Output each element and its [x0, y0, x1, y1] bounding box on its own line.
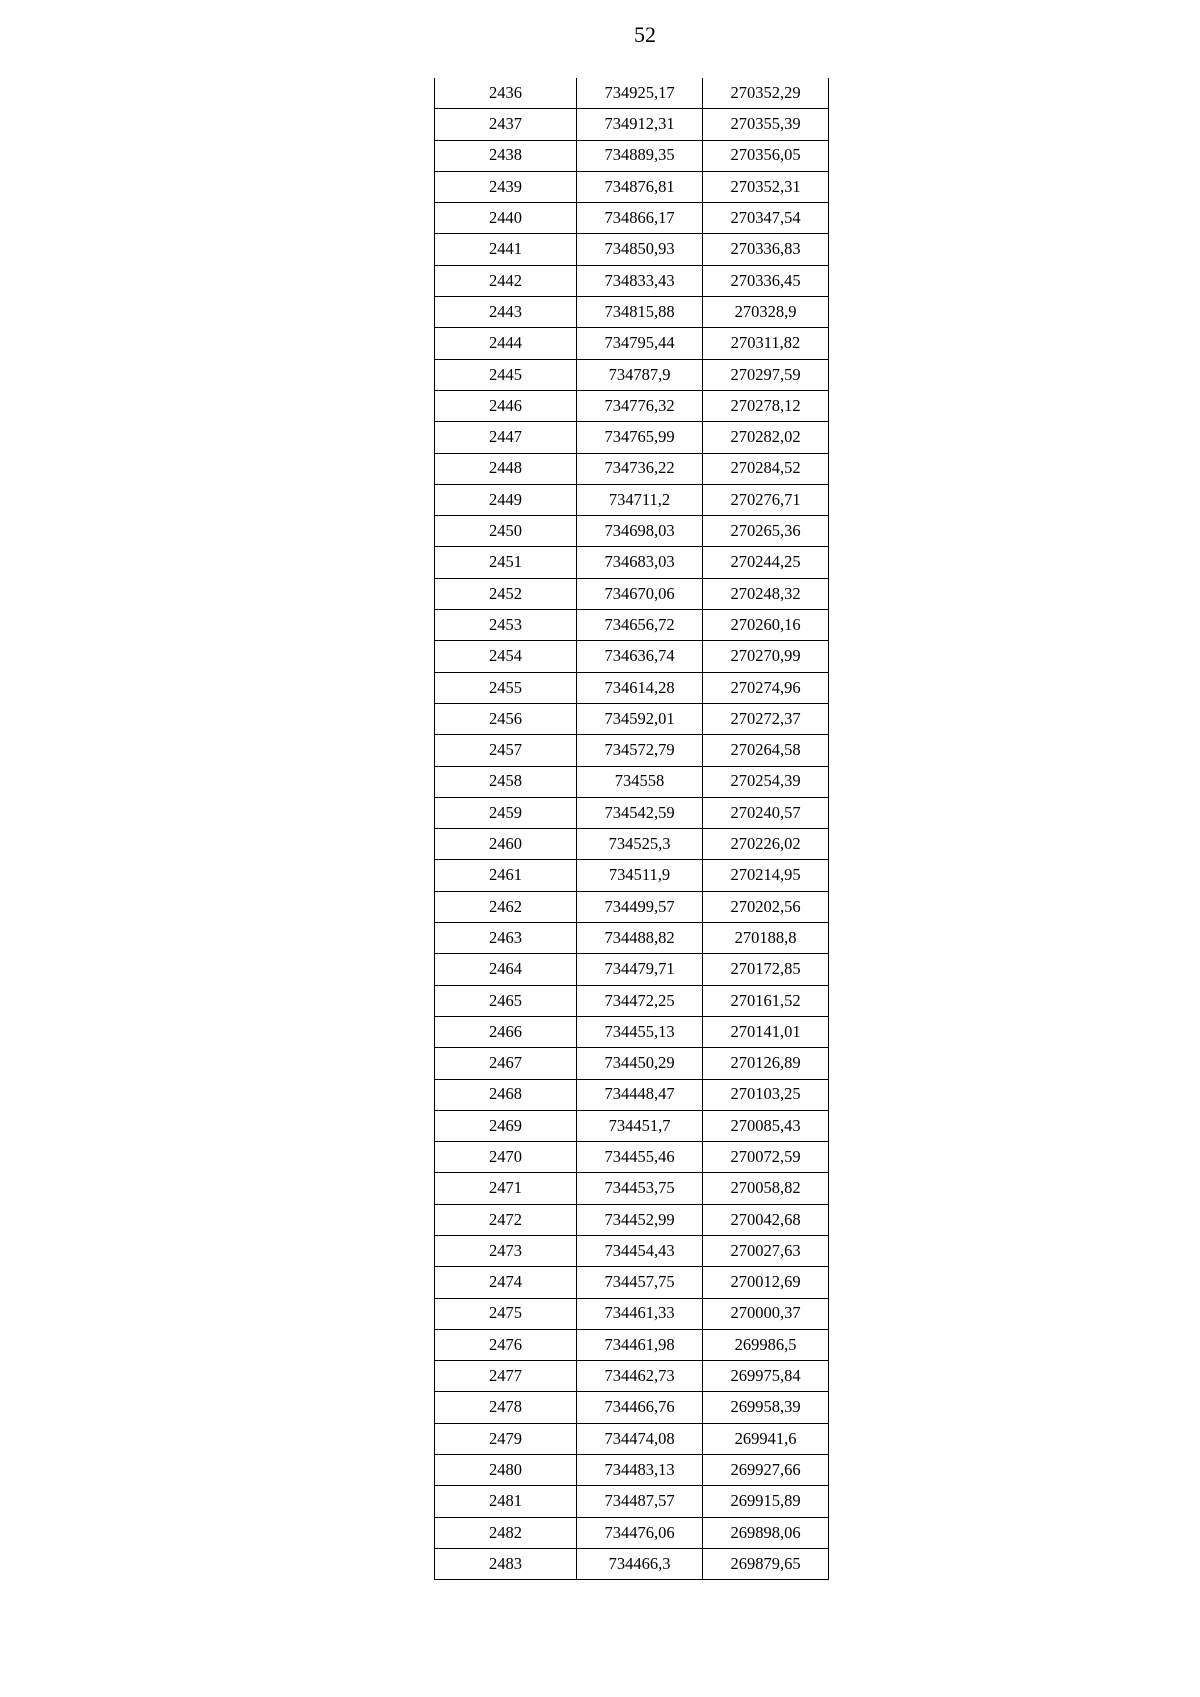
point-number-cell: 2454 [435, 641, 577, 672]
x-coordinate-cell: 734736,22 [577, 453, 703, 484]
point-number-cell: 2439 [435, 171, 577, 202]
point-number-cell: 2478 [435, 1392, 577, 1423]
point-number-cell: 2451 [435, 547, 577, 578]
point-number-cell: 2445 [435, 359, 577, 390]
table-row [435, 1392, 829, 1423]
point-number-cell: 2455 [435, 672, 577, 703]
x-coordinate-cell: 734711,2 [577, 484, 703, 515]
x-coordinate-cell: 734698,03 [577, 516, 703, 547]
x-coordinate-cell: 734454,43 [577, 1235, 703, 1266]
table-row [435, 766, 829, 797]
x-coordinate-cell: 734474,08 [577, 1423, 703, 1454]
y-coordinate-cell: 270352,29 [703, 78, 829, 109]
point-number-cell: 2442 [435, 265, 577, 296]
y-coordinate-cell: 270336,45 [703, 265, 829, 296]
table-row [435, 1423, 829, 1454]
table-row [435, 422, 829, 453]
y-coordinate-cell: 270265,36 [703, 516, 829, 547]
table-row [435, 797, 829, 828]
table-row [435, 1298, 829, 1329]
table-row [435, 954, 829, 985]
y-coordinate-cell: 270328,9 [703, 297, 829, 328]
y-coordinate-cell: 269958,39 [703, 1392, 829, 1423]
y-coordinate-cell: 270356,05 [703, 140, 829, 171]
x-coordinate-cell: 734462,73 [577, 1361, 703, 1392]
point-number-cell: 2453 [435, 610, 577, 641]
point-number-cell: 2471 [435, 1173, 577, 1204]
x-coordinate-cell: 734912,31 [577, 109, 703, 140]
point-number-cell: 2468 [435, 1079, 577, 1110]
point-number-cell: 2469 [435, 1110, 577, 1141]
table-row [435, 109, 829, 140]
point-number-cell: 2465 [435, 985, 577, 1016]
x-coordinate-cell: 734795,44 [577, 328, 703, 359]
x-coordinate-cell: 734866,17 [577, 203, 703, 234]
point-number-cell: 2483 [435, 1548, 577, 1579]
table-row [435, 610, 829, 641]
point-number-cell: 2460 [435, 829, 577, 860]
point-number-cell: 2440 [435, 203, 577, 234]
x-coordinate-cell: 734889,35 [577, 140, 703, 171]
y-coordinate-cell: 270355,39 [703, 109, 829, 140]
y-coordinate-cell: 270141,01 [703, 1016, 829, 1047]
x-coordinate-cell: 734925,17 [577, 78, 703, 109]
table-row [435, 1079, 829, 1110]
x-coordinate-cell: 734476,06 [577, 1517, 703, 1548]
table-row [435, 1173, 829, 1204]
point-number-cell: 2447 [435, 422, 577, 453]
point-number-cell: 2452 [435, 578, 577, 609]
point-number-cell: 2481 [435, 1486, 577, 1517]
x-coordinate-cell: 734472,25 [577, 985, 703, 1016]
x-coordinate-cell: 734488,82 [577, 923, 703, 954]
x-coordinate-cell: 734850,93 [577, 234, 703, 265]
point-number-cell: 2482 [435, 1517, 577, 1548]
x-coordinate-cell: 734499,57 [577, 891, 703, 922]
table-row [435, 985, 829, 1016]
x-coordinate-cell: 734448,47 [577, 1079, 703, 1110]
y-coordinate-cell: 270264,58 [703, 735, 829, 766]
y-coordinate-cell: 270270,99 [703, 641, 829, 672]
x-coordinate-cell: 734455,46 [577, 1142, 703, 1173]
point-number-cell: 2441 [435, 234, 577, 265]
x-coordinate-cell: 734479,71 [577, 954, 703, 985]
y-coordinate-cell: 270042,68 [703, 1204, 829, 1235]
y-coordinate-cell: 270000,37 [703, 1298, 829, 1329]
x-coordinate-cell: 734776,32 [577, 390, 703, 421]
y-coordinate-cell: 270254,39 [703, 766, 829, 797]
point-number-cell: 2444 [435, 328, 577, 359]
point-number-cell: 2479 [435, 1423, 577, 1454]
y-coordinate-cell: 270248,32 [703, 578, 829, 609]
y-coordinate-cell: 270276,71 [703, 484, 829, 515]
table-row [435, 703, 829, 734]
x-coordinate-cell: 734450,29 [577, 1048, 703, 1079]
y-coordinate-cell: 269986,5 [703, 1329, 829, 1360]
y-coordinate-cell: 270347,54 [703, 203, 829, 234]
x-coordinate-cell: 734511,9 [577, 860, 703, 891]
coordinates-table-body [435, 78, 829, 1580]
table-row [435, 829, 829, 860]
y-coordinate-cell: 270072,59 [703, 1142, 829, 1173]
table-row [435, 328, 829, 359]
y-coordinate-cell: 270161,52 [703, 985, 829, 1016]
point-number-cell: 2443 [435, 297, 577, 328]
point-number-cell: 2474 [435, 1267, 577, 1298]
y-coordinate-cell: 270240,57 [703, 797, 829, 828]
table-row [435, 78, 829, 109]
point-number-cell: 2480 [435, 1455, 577, 1486]
point-number-cell: 2448 [435, 453, 577, 484]
x-coordinate-cell: 734466,3 [577, 1548, 703, 1579]
point-number-cell: 2464 [435, 954, 577, 985]
y-coordinate-cell: 270278,12 [703, 390, 829, 421]
y-coordinate-cell: 270226,02 [703, 829, 829, 860]
table-row [435, 516, 829, 547]
x-coordinate-cell: 734670,06 [577, 578, 703, 609]
y-coordinate-cell: 270274,96 [703, 672, 829, 703]
y-coordinate-cell: 270188,8 [703, 923, 829, 954]
table-row [435, 1142, 829, 1173]
x-coordinate-cell: 734683,03 [577, 547, 703, 578]
table-row [435, 578, 829, 609]
point-number-cell: 2449 [435, 484, 577, 515]
table-row [435, 171, 829, 202]
x-coordinate-cell: 734461,98 [577, 1329, 703, 1360]
y-coordinate-cell: 269927,66 [703, 1455, 829, 1486]
table-row [435, 265, 829, 296]
y-coordinate-cell: 270058,82 [703, 1173, 829, 1204]
y-coordinate-cell: 269915,89 [703, 1486, 829, 1517]
coordinates-table [434, 78, 829, 1580]
y-coordinate-cell: 270244,25 [703, 547, 829, 578]
table-row [435, 1361, 829, 1392]
x-coordinate-cell: 734787,9 [577, 359, 703, 390]
point-number-cell: 2437 [435, 109, 577, 140]
table-row [435, 1455, 829, 1486]
x-coordinate-cell: 734833,43 [577, 265, 703, 296]
table-row [435, 234, 829, 265]
x-coordinate-cell: 734451,7 [577, 1110, 703, 1141]
y-coordinate-cell: 270027,63 [703, 1235, 829, 1266]
x-coordinate-cell: 734815,88 [577, 297, 703, 328]
y-coordinate-cell: 270202,56 [703, 891, 829, 922]
point-number-cell: 2436 [435, 78, 577, 109]
point-number-cell: 2466 [435, 1016, 577, 1047]
x-coordinate-cell: 734542,59 [577, 797, 703, 828]
page-number: 52 [634, 22, 656, 47]
table-row [435, 672, 829, 703]
point-number-cell: 2476 [435, 1329, 577, 1360]
y-coordinate-cell: 269941,6 [703, 1423, 829, 1454]
y-coordinate-cell: 270260,16 [703, 610, 829, 641]
y-coordinate-cell: 269975,84 [703, 1361, 829, 1392]
x-coordinate-cell: 734572,79 [577, 735, 703, 766]
point-number-cell: 2446 [435, 390, 577, 421]
x-coordinate-cell: 734453,75 [577, 1173, 703, 1204]
point-number-cell: 2456 [435, 703, 577, 734]
table-row [435, 203, 829, 234]
point-number-cell: 2470 [435, 1142, 577, 1173]
point-number-cell: 2477 [435, 1361, 577, 1392]
point-number-cell: 2463 [435, 923, 577, 954]
table-row [435, 641, 829, 672]
y-coordinate-cell: 270297,59 [703, 359, 829, 390]
table-row [435, 1204, 829, 1235]
table-row [435, 297, 829, 328]
table-row [435, 1517, 829, 1548]
table-row [435, 1016, 829, 1047]
x-coordinate-cell: 734876,81 [577, 171, 703, 202]
y-coordinate-cell: 270284,52 [703, 453, 829, 484]
table-row [435, 1235, 829, 1266]
y-coordinate-cell: 270172,85 [703, 954, 829, 985]
y-coordinate-cell: 270282,02 [703, 422, 829, 453]
y-coordinate-cell: 270311,82 [703, 328, 829, 359]
x-coordinate-cell: 734558 [577, 766, 703, 797]
table-row [435, 484, 829, 515]
x-coordinate-cell: 734457,75 [577, 1267, 703, 1298]
x-coordinate-cell: 734487,57 [577, 1486, 703, 1517]
point-number-cell: 2457 [435, 735, 577, 766]
table-row [435, 359, 829, 390]
table-row [435, 891, 829, 922]
point-number-cell: 2461 [435, 860, 577, 891]
point-number-cell: 2458 [435, 766, 577, 797]
y-coordinate-cell: 270352,31 [703, 171, 829, 202]
x-coordinate-cell: 734636,74 [577, 641, 703, 672]
x-coordinate-cell: 734466,76 [577, 1392, 703, 1423]
y-coordinate-cell: 270126,89 [703, 1048, 829, 1079]
point-number-cell: 2473 [435, 1235, 577, 1266]
y-coordinate-cell: 270012,69 [703, 1267, 829, 1298]
point-number-cell: 2459 [435, 797, 577, 828]
point-number-cell: 2450 [435, 516, 577, 547]
x-coordinate-cell: 734656,72 [577, 610, 703, 641]
table-row [435, 453, 829, 484]
x-coordinate-cell: 734765,99 [577, 422, 703, 453]
y-coordinate-cell: 269879,65 [703, 1548, 829, 1579]
x-coordinate-cell: 734452,99 [577, 1204, 703, 1235]
x-coordinate-cell: 734525,3 [577, 829, 703, 860]
point-number-cell: 2472 [435, 1204, 577, 1235]
table-row [435, 547, 829, 578]
point-number-cell: 2462 [435, 891, 577, 922]
point-number-cell: 2467 [435, 1048, 577, 1079]
point-number-cell: 2438 [435, 140, 577, 171]
table-row [435, 860, 829, 891]
table-row [435, 1267, 829, 1298]
table-row [435, 390, 829, 421]
table-row [435, 140, 829, 171]
table-row [435, 1329, 829, 1360]
y-coordinate-cell: 269898,06 [703, 1517, 829, 1548]
x-coordinate-cell: 734461,33 [577, 1298, 703, 1329]
table-row [435, 923, 829, 954]
x-coordinate-cell: 734614,28 [577, 672, 703, 703]
y-coordinate-cell: 270214,95 [703, 860, 829, 891]
table-row [435, 1110, 829, 1141]
table-row [435, 735, 829, 766]
y-coordinate-cell: 270085,43 [703, 1110, 829, 1141]
x-coordinate-cell: 734483,13 [577, 1455, 703, 1486]
point-number-cell: 2475 [435, 1298, 577, 1329]
table-row [435, 1048, 829, 1079]
table-row [435, 1486, 829, 1517]
y-coordinate-cell: 270103,25 [703, 1079, 829, 1110]
table-row [435, 1548, 829, 1579]
x-coordinate-cell: 734455,13 [577, 1016, 703, 1047]
x-coordinate-cell: 734592,01 [577, 703, 703, 734]
y-coordinate-cell: 270336,83 [703, 234, 829, 265]
y-coordinate-cell: 270272,37 [703, 703, 829, 734]
